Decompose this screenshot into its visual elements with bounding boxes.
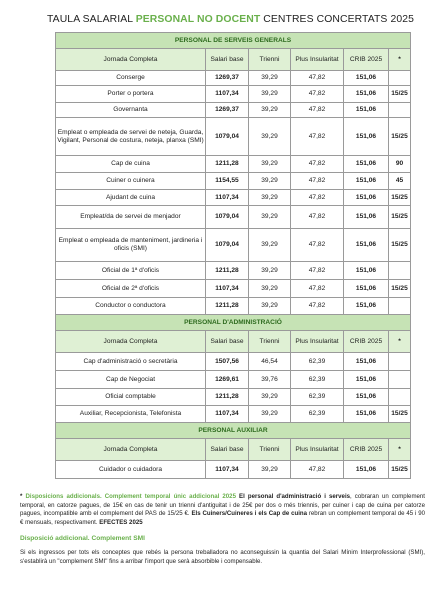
complement-cell: 15/25	[389, 190, 411, 206]
trienni-cell: 39,29	[249, 206, 291, 229]
note-complement-temporal	[20, 493, 425, 528]
section-title: PERSONAL AUXILIAR	[56, 423, 411, 439]
category-cell: Oficial de 1ª d'oficis	[56, 262, 206, 280]
crib-cell: 151,06	[344, 71, 389, 86]
header-star: *	[389, 439, 411, 461]
salari-base-cell: 1107,34	[206, 190, 249, 206]
table-row	[56, 406, 411, 423]
plus-insularitat-cell: 47,82	[291, 206, 344, 229]
header-cat: Jornada Completa	[56, 439, 206, 461]
note-star: *	[20, 493, 23, 500]
header-tri: Trienni	[249, 331, 291, 353]
plus-insularitat-cell: 47,82	[291, 280, 344, 298]
trienni-cell: 39,29	[249, 190, 291, 206]
crib-cell: 151,06	[344, 156, 389, 173]
complement-cell	[389, 103, 411, 118]
header-sal: Salari base	[206, 331, 249, 353]
header-sal: Salari base	[206, 49, 249, 71]
category-cell: Cuidador o cuidadora	[56, 461, 206, 479]
table-row	[56, 118, 411, 156]
table-row	[56, 156, 411, 173]
plus-insularitat-cell: 62,39	[291, 406, 344, 423]
note-smi: Si els ingressos per tots els conceptes que rebés la persona treballadora no aconseguissin la quantia del Salari Mínim Interprofessional (SMI), s'establirà un "complement SMI" fins a arribar l'import que serà absorbible i compensable.	[20, 548, 425, 565]
category-cell: Cuiner o cuinera	[56, 173, 206, 190]
category-cell: Cap de Negociat	[56, 371, 206, 389]
crib-cell: 151,06	[344, 118, 389, 156]
header-plus: Plus Insularitat	[291, 331, 344, 353]
trienni-cell: 39,29	[249, 86, 291, 103]
crib-cell: 151,06	[344, 461, 389, 479]
trienni-cell: 46,54	[249, 353, 291, 371]
trienni-cell: 39,29	[249, 262, 291, 280]
header-crib: CRIB 2025	[344, 331, 389, 353]
table-row	[56, 229, 411, 262]
crib-cell: 151,06	[344, 353, 389, 371]
salari-base-cell: 1269,37	[206, 103, 249, 118]
plus-insularitat-cell: 47,82	[291, 103, 344, 118]
header-row	[56, 439, 411, 461]
title-suffix: CENTRES CONCERTATS 2025	[260, 14, 414, 25]
plus-insularitat-cell: 62,39	[291, 353, 344, 371]
crib-cell: 151,06	[344, 229, 389, 262]
plus-insularitat-cell: 62,39	[291, 371, 344, 389]
header-plus: Plus Insularitat	[291, 49, 344, 71]
complement-cell	[389, 262, 411, 280]
note-heading-1: Disposicions addicionals. Complement temporal únic addicional 2025	[25, 493, 236, 500]
complement-cell	[389, 371, 411, 389]
category-cell: Oficial comptable	[56, 389, 206, 406]
salari-base-cell: 1079,04	[206, 206, 249, 229]
table-row	[56, 461, 411, 479]
category-cell: Oficial de 2ª d'oficis	[56, 280, 206, 298]
trienni-cell: 39,29	[249, 298, 291, 315]
table-row	[56, 298, 411, 315]
header-crib: CRIB 2025	[344, 439, 389, 461]
trienni-cell: 39,29	[249, 173, 291, 190]
salary-table	[55, 32, 411, 479]
crib-cell: 151,06	[344, 406, 389, 423]
table-row	[56, 353, 411, 371]
header-star: *	[389, 49, 411, 71]
note-bold-2: Els Cuiners/Cuineres i els Cap de cuina	[189, 510, 308, 518]
category-cell: Empleat/da de servei de menjador	[56, 206, 206, 229]
crib-cell: 151,06	[344, 86, 389, 103]
salari-base-cell: 1079,04	[206, 118, 249, 156]
complement-cell: 45	[389, 173, 411, 190]
crib-cell: 151,06	[344, 173, 389, 190]
table-row	[56, 262, 411, 280]
salari-base-cell: 1154,55	[206, 173, 249, 190]
complement-cell: 15/25	[389, 461, 411, 479]
salari-base-cell: 1107,34	[206, 461, 249, 479]
note-text-1: , cobraran un complement temporal, en catorze pagues, de 15€ en cas de tenir un trienni d'antiguitat i de 25€ per dos o més triennis, per cuiner i cap de cuina per catorze pagues, incompatible amb el complement del PAS de 15/25 €.	[20, 493, 425, 518]
trienni-cell: 39,29	[249, 406, 291, 423]
table-row	[56, 190, 411, 206]
plus-insularitat-cell: 47,82	[291, 173, 344, 190]
page-title	[47, 14, 414, 25]
salari-base-cell: 1211,28	[206, 156, 249, 173]
crib-cell: 151,06	[344, 389, 389, 406]
plus-insularitat-cell: 47,82	[291, 156, 344, 173]
complement-cell: 15/25	[389, 206, 411, 229]
crib-cell: 151,06	[344, 206, 389, 229]
plus-insularitat-cell: 47,82	[291, 262, 344, 280]
header-row	[56, 49, 411, 71]
section-title: PERSONAL DE SERVEIS GENERALS	[56, 33, 411, 49]
crib-cell: 151,06	[344, 190, 389, 206]
trienni-cell: 39,29	[249, 389, 291, 406]
note-bold-1: El personal d'administració i serveis	[235, 493, 351, 500]
salari-base-cell: 1079,04	[206, 229, 249, 262]
category-cell: Conductor o conductora	[56, 298, 206, 315]
crib-cell: 151,06	[344, 371, 389, 389]
category-cell: Auxiliar, Recepcionista, Telefonista	[56, 406, 206, 423]
section-row	[56, 33, 411, 49]
header-tri: Trienni	[249, 439, 291, 461]
header-tri: Trienni	[249, 49, 291, 71]
crib-cell: 151,06	[344, 262, 389, 280]
complement-cell: 90	[389, 156, 411, 173]
table-row	[56, 71, 411, 86]
header-sal: Salari base	[206, 439, 249, 461]
header-cat: Jornada Completa	[56, 331, 206, 353]
section-row	[56, 423, 411, 439]
plus-insularitat-cell: 47,82	[291, 229, 344, 262]
trienni-cell: 39,29	[249, 280, 291, 298]
table-row	[56, 371, 411, 389]
complement-cell: 15/25	[389, 406, 411, 423]
title-prefix: TAULA SALARIAL	[47, 14, 136, 25]
plus-insularitat-cell: 62,39	[291, 389, 344, 406]
notes	[20, 493, 425, 572]
plus-insularitat-cell: 47,82	[291, 461, 344, 479]
note-heading-2: Disposició addicional. Complement SMI	[20, 534, 145, 542]
plus-insularitat-cell: 47,82	[291, 71, 344, 86]
category-cell: Ajudant de cuina	[56, 190, 206, 206]
table-row	[56, 103, 411, 118]
title-highlight: PERSONAL NO DOCENT	[135, 14, 261, 25]
complement-cell: 15/25	[389, 280, 411, 298]
table-row	[56, 173, 411, 190]
complement-cell: 15/25	[389, 86, 411, 103]
header-cat: Jornada Completa	[56, 49, 206, 71]
trienni-cell: 39,29	[249, 71, 291, 86]
table-row	[56, 280, 411, 298]
trienni-cell: 39,29	[249, 103, 291, 118]
salari-base-cell: 1211,28	[206, 298, 249, 315]
complement-cell	[389, 353, 411, 371]
header-row	[56, 331, 411, 353]
trienni-cell: 39,29	[249, 156, 291, 173]
plus-insularitat-cell: 47,82	[291, 86, 344, 103]
salari-base-cell: 1269,37	[206, 71, 249, 86]
salari-base-cell: 1107,34	[206, 406, 249, 423]
plus-insularitat-cell: 47,82	[291, 190, 344, 206]
header-star: *	[389, 331, 411, 353]
header-plus: Plus Insularitat	[291, 439, 344, 461]
salari-base-cell: 1107,34	[206, 86, 249, 103]
category-cell: Empleat o empleada de servei de neteja, Guarda, Vigilant, Personal de costura, neteja, planxa (SMI)	[56, 118, 206, 156]
complement-cell	[389, 389, 411, 406]
complement-cell	[389, 71, 411, 86]
plus-insularitat-cell: 47,82	[291, 298, 344, 315]
table-row	[56, 206, 411, 229]
category-cell: Porter o portera	[56, 86, 206, 103]
salari-base-cell: 1107,34	[206, 280, 249, 298]
complement-cell	[389, 298, 411, 315]
category-cell: Cap d'administració o secretària	[56, 353, 206, 371]
category-cell: Governanta	[56, 103, 206, 118]
plus-insularitat-cell: 47,82	[291, 118, 344, 156]
trienni-cell: 39,29	[249, 118, 291, 156]
salari-base-cell: 1269,61	[206, 371, 249, 389]
trienni-cell: 39,29	[249, 461, 291, 479]
complement-cell: 15/25	[389, 118, 411, 156]
salari-base-cell: 1211,28	[206, 262, 249, 280]
table-row	[56, 389, 411, 406]
crib-cell: 151,06	[344, 103, 389, 118]
section-title: PERSONAL D'ADMINISTRACIÓ	[56, 315, 411, 331]
crib-cell: 151,06	[344, 280, 389, 298]
category-cell: Conserge	[56, 71, 206, 86]
section-row	[56, 315, 411, 331]
category-cell: Empleat o empleada de manteniment, jardineria i oficis (SMI)	[56, 229, 206, 262]
table-row	[56, 86, 411, 103]
salari-base-cell: 1507,56	[206, 353, 249, 371]
note-text-2: rebran un complement temporal de 45 i 90 € mensuals, respectivament.	[20, 510, 426, 526]
complement-cell: 15/25	[389, 229, 411, 262]
salari-base-cell: 1211,28	[206, 389, 249, 406]
trienni-cell: 39,29	[249, 229, 291, 262]
header-crib: CRIB 2025	[344, 49, 389, 71]
trienni-cell: 39,76	[249, 371, 291, 389]
note-bold-3: EFECTES 2025	[97, 518, 143, 526]
category-cell: Cap de cuina	[56, 156, 206, 173]
crib-cell: 151,06	[344, 298, 389, 315]
